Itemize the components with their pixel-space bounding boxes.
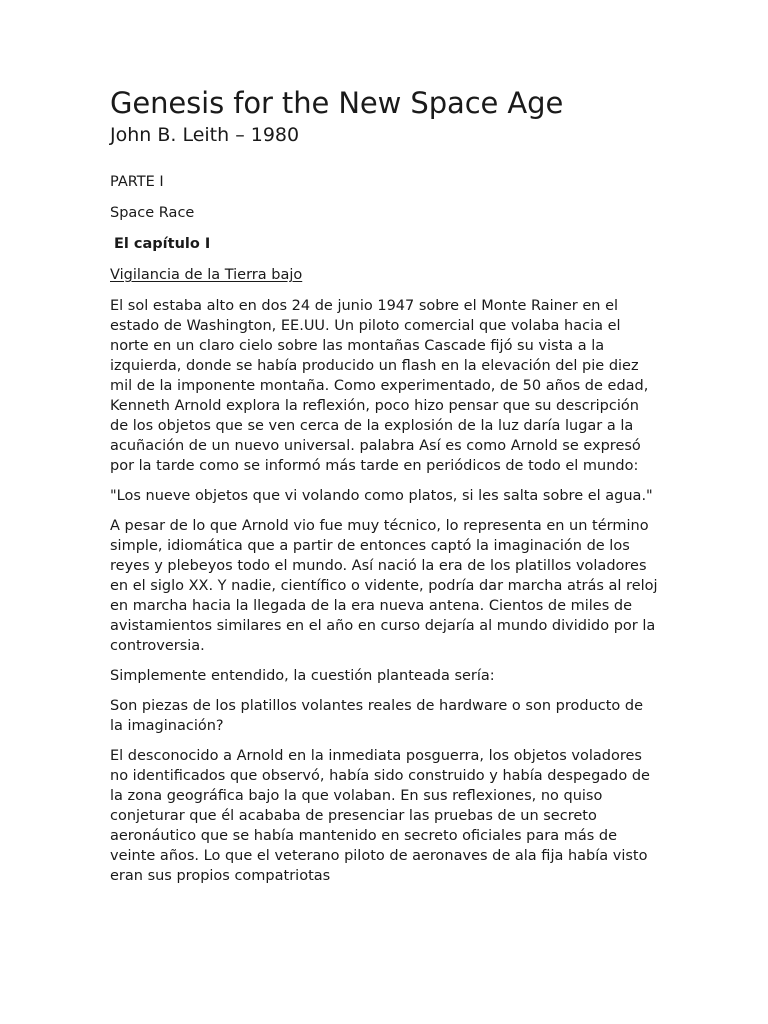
body-paragraph: El desconocido a Arnold en la inmediata posguerra, los objetos voladores no identificados que observó, había sido construido y había despegado de la zona geográfica bajo la que volaban. En sus reflexiones, no quiso conjeturar que él acababa de presenciar las pruebas de un secreto aeronáutico que se había mantenido en secreto oficiales para más de veinte años. Lo que el veterano piloto de aeronaves de ala fija había visto eran sus propios compatriotas	[110, 748, 650, 884]
body-paragraph: Son piezas de los platillos volantes reales de hardware o son producto de la imaginación?	[110, 698, 644, 734]
body-paragraph: Simplemente entendido, la cuestión planteada sería:	[110, 668, 495, 684]
body-paragraph: A pesar de lo que Arnold vio fue muy técnico, lo representa en un término simple, idiomática que a partir de entonces captó la imaginación de los reyes y plebeyos todo el mundo. Así nació la era de los platillos voladores en el siglo XX. Y nadie, científico o vidente, podría dar marcha atrás al reloj en marcha hacia la llegada de la era nueva antena. Cientos de miles de avistamientos similares en el año en curso dejaría al mundo dividido por la controversia.	[110, 518, 658, 654]
document-page	[110, 84, 660, 886]
document-title: Genesis for the New Space Age	[110, 86, 564, 120]
document-subtitle: John B. Leith – 1980	[110, 124, 300, 146]
section-label: Space Race	[110, 205, 195, 221]
part-label: PARTE I	[110, 174, 164, 190]
body-paragraph: "Los nueve objetos que vi volando como platos, si les salta sobre el agua."	[110, 488, 653, 504]
chapter-label: El capítulo I	[114, 236, 211, 252]
chapter-heading: Vigilancia de la Tierra bajo	[110, 267, 303, 283]
body-paragraph: El sol estaba alto en dos 24 de junio 1947 sobre el Monte Rainer en el estado de Washington, EE.UU. Un piloto comercial que volaba hacia el norte en un claro cielo sobre las montañas Cascade fijó su vista a la izquierda, donde se había producido un flash en la elevación del pie diez mil de la imponente montaña. Como experimentado, de 50 años de edad, Kenneth Arnold explora la reflexión, poco hizo pensar que su descripción de los objetos que se ven cerca de la explosión de la luz daría lugar a la acuñación de un nuevo universal. palabra Así es como Arnold se expresó por la tarde como se informó más tarde en periódicos de todo el mundo:	[110, 298, 649, 474]
